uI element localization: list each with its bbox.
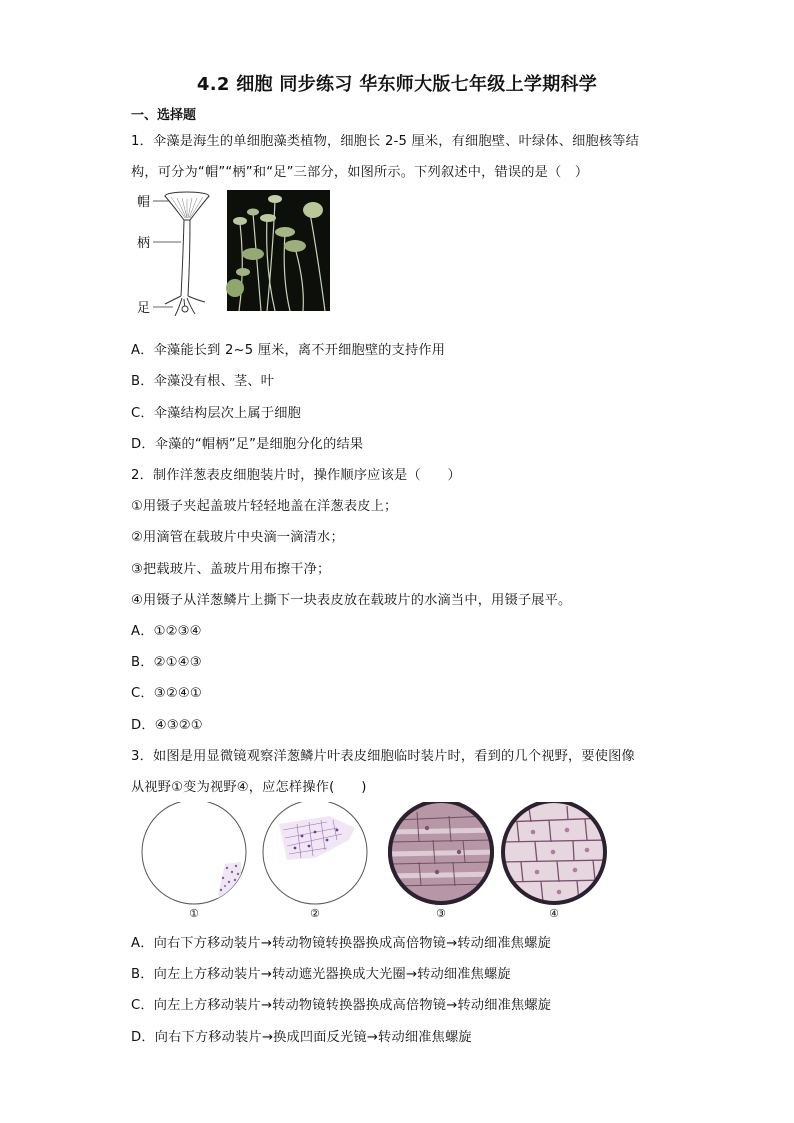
q2-option-a[interactable]: A．①②③④ xyxy=(131,624,202,639)
q3-stem-line1: 3．如图是用显微镜观察洋葱鳞片叶表皮细胞临时装片时，看到的几个视野，要使图像 xyxy=(131,749,635,764)
label-cap: 帽 xyxy=(137,195,151,210)
field-label-4: ④ xyxy=(549,907,559,920)
q2-step-3: ③把载玻片、盖玻片用布擦干净； xyxy=(131,562,331,577)
q3-option-d[interactable]: D．向右下方移动装片→换成凹面反光镜→转动细准焦螺旋 xyxy=(131,1030,472,1045)
q2-step-2: ②用滴管在载玻片中央滴一滴清水； xyxy=(131,530,344,545)
q2-option-b[interactable]: B．②①④③ xyxy=(131,655,202,670)
q1-option-c[interactable]: C．伞藻结构层次上属于细胞 xyxy=(131,406,302,421)
microscope-field-3 xyxy=(387,802,497,920)
q2-stem: 2．制作洋葱表皮细胞装片时，操作顺序应该是（ ） xyxy=(131,468,461,483)
q1-option-b[interactable]: B．伞藻没有根、茎、叶 xyxy=(131,374,275,389)
q1-option-a[interactable]: A．伞藻能长到 2~5 厘米，离不开细胞壁的支持作用 xyxy=(131,343,446,358)
q3-stem-line2: 从视野①变为视野④，应怎样操作( ) xyxy=(131,780,367,795)
field-label-2: ② xyxy=(310,907,320,920)
microscope-field-1 xyxy=(142,802,246,920)
q2-step-1: ①用镊子夹起盖玻片轻轻地盖在洋葱表皮上； xyxy=(131,499,398,514)
microscope-field-2 xyxy=(263,802,367,920)
q1-option-d[interactable]: D．伞藻的“帽柄”足”是细胞分化的结果 xyxy=(131,437,364,452)
page-title: 4.2 细胞 同步练习 华东师大版七年级上学期科学 xyxy=(196,74,598,95)
q3-option-a[interactable]: A．向右下方移动装片→转动物镜转换器换成高倍物镜→转动细准焦螺旋 xyxy=(131,936,551,951)
q3-option-b[interactable]: B．向左上方移动装片→转动遮光器换成大光圈→转动细准焦螺旋 xyxy=(131,967,511,982)
q3-figure-microscope-fields xyxy=(137,802,617,920)
q2-option-d[interactable]: D．④③②① xyxy=(131,718,203,733)
q2-option-c[interactable]: C．③②④① xyxy=(131,686,202,701)
alga-drawing xyxy=(165,192,209,316)
microscope-field-4 xyxy=(501,802,611,920)
q1-figure-umbrella-alga xyxy=(135,188,335,323)
q2-step-4: ④用镊子从洋葱鳞片上撕下一块表皮放在载玻片的水滴当中，用镊子展平。 xyxy=(131,593,572,608)
label-foot: 足 xyxy=(137,301,151,316)
q1-stem-line1: 1．伞藻是海生的单细胞藻类植物，细胞长 2-5 厘米，有细胞壁、叶绿体、细胞核等结 xyxy=(131,134,640,149)
field-label-3: ③ xyxy=(436,907,446,920)
alga-photo xyxy=(226,190,330,311)
section-heading: 一、选择题 xyxy=(131,108,197,123)
field-label-1: ① xyxy=(189,907,199,920)
label-stalk: 柄 xyxy=(137,236,151,251)
q3-option-c[interactable]: C．向左上方移动装片→转动物镜转换器换成高倍物镜→转动细准焦螺旋 xyxy=(131,998,552,1013)
q1-stem-line2: 构，可分为“帽”“柄”和“足”三部分，如图所示。下列叙述中，错误的是（ ） xyxy=(131,165,589,180)
